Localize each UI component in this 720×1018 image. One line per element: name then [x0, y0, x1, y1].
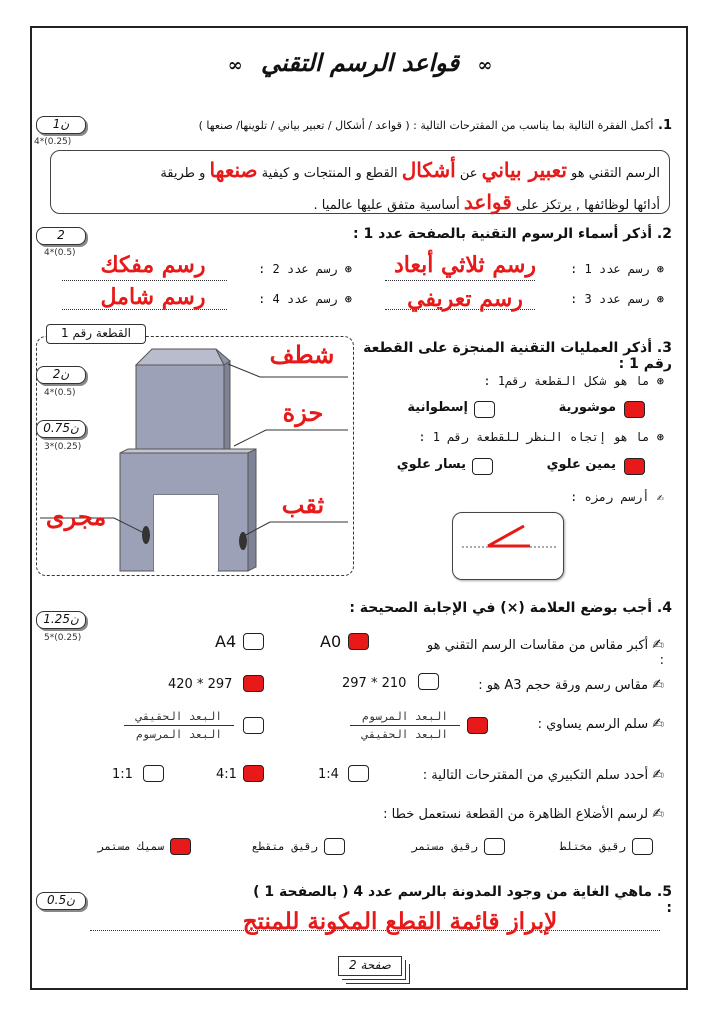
checkbox-1-1[interactable] — [143, 765, 164, 782]
q1-question — [92, 118, 672, 133]
q3-mark-a-detail: 4*(0.5) — [44, 388, 76, 398]
label-1-1: 1:1 — [112, 767, 133, 782]
fraction-a-denominator: البعد الحقيقي — [361, 728, 449, 741]
checkbox-cylindrical[interactable] — [474, 401, 495, 418]
q2-item-2-label: ⊛ رسم عدد 2 : — [258, 262, 352, 276]
title-ornament-left: ∞ — [227, 55, 243, 76]
label-thick-continuous: سميك مستمر — [97, 840, 164, 853]
title-ornament-right: ∞ — [477, 55, 493, 76]
q3-shape-question: ⊛ ما هو شكل القطعة رقم1 : — [483, 374, 664, 388]
label-right-top: يمين علوي — [546, 457, 616, 472]
q1-text-1c: القطع و المنتجات و كيفية — [261, 166, 398, 181]
symbol-stroke-diagonal — [488, 526, 524, 546]
q4-question — [332, 600, 672, 616]
q1-answer-3: صنعها — [209, 158, 258, 182]
fraction-b-numerator: البعد الحقيقي — [124, 710, 234, 726]
q1-prompt: أكمل الفقرة التالية بما يناسب من المقترحات التالية : ( قواعد / أشكال / تعبير بياني / تلوينها/ صنعها ) — [198, 119, 654, 132]
label-a0: A0 — [320, 632, 342, 651]
callout-leader-chamfer — [228, 364, 260, 377]
q5-mark: 0.5ن — [36, 892, 86, 910]
q3-question — [362, 340, 672, 372]
checkbox-a0[interactable] — [348, 633, 369, 650]
title-text: قواعد الرسم التقني — [260, 48, 460, 77]
q2-item-1-answer: رسم ثلاثي أبعاد — [393, 252, 537, 278]
q4-mark-detail: 5*(0.25) — [44, 633, 82, 643]
q5-answer: لإبراز قائمة القطع المكونة للمنتج — [242, 908, 558, 935]
checkbox-420x297[interactable] — [243, 675, 264, 692]
q5-prompt: ماهي الغاية من وجود المدونة بالرسم عدد 4 ( بالصفحة 1 ) : — [253, 884, 672, 916]
fraction-scale-b — [124, 710, 234, 741]
callout-leader-slot — [114, 518, 150, 536]
q2-item-2-answer: رسم مفكك — [100, 252, 206, 278]
q2-mark: 2 — [36, 227, 86, 245]
q1-text-1d: و طريقة — [160, 166, 206, 181]
label-thin-continuous: رقيق مستمر — [411, 840, 478, 853]
q4-r1-question: ✍ أكبر مقاس من مقاسات الرسم التقني هو : — [426, 637, 664, 668]
q2-number: 2. — [656, 226, 672, 242]
label-420x297: 420 * 297 — [168, 677, 233, 692]
checkbox-scale-a[interactable] — [467, 717, 488, 734]
q1-text-1a: الرسم التقني هو — [571, 166, 660, 181]
q3-mark-b-detail: 3*(0.25) — [44, 442, 82, 452]
callout-leader-groove — [234, 430, 266, 446]
q4-r4-question: ✍ أحدد سلم التكبيري من المقترحات التالية : — [422, 767, 664, 783]
q4-r2-question: ✍ مقاس رسم ورقة حجم A3 هو : — [478, 677, 664, 693]
q2-mark-detail: 4*(0.5) — [44, 248, 76, 258]
q2-question — [172, 226, 672, 242]
q2-item-3-label: ⊛ رسم عدد 3 : — [570, 292, 664, 306]
fraction-a-numerator: البعد المرسوم — [350, 710, 460, 726]
checkbox-thin-dashed[interactable] — [324, 838, 345, 855]
q1-number: 1. — [658, 118, 672, 133]
checkbox-prismatic[interactable] — [624, 401, 645, 418]
view-symbol — [452, 512, 564, 580]
q1-answer-2: أشكال — [401, 158, 456, 182]
label-prismatic: موشورية — [558, 400, 616, 415]
label-cylindrical: إسطوانية — [407, 400, 468, 415]
q2-dots-1 — [385, 280, 535, 281]
q4-r5-question: ✍ لرسم الأضلاع الظاهرة من القطعة نستعمل خطا : — [383, 806, 664, 822]
label-1-4: 1:4 — [318, 767, 339, 782]
q2-item-1-label: ⊛ رسم عدد 1 : — [570, 262, 664, 276]
checkbox-left-top[interactable] — [472, 458, 493, 475]
checkbox-thin-mixed[interactable] — [632, 838, 653, 855]
q1-answer-1: تعبير بياني — [481, 158, 567, 182]
q4-mark: 1.25ن — [36, 611, 86, 629]
q1-text-1b: عن — [459, 166, 478, 181]
q1-line-2 — [60, 188, 660, 220]
q1-mark-detail: 4*(0.25) — [34, 137, 72, 147]
q2-item-4-label: ⊛ رسم عدد 4 : — [258, 292, 352, 306]
checkbox-right-top[interactable] — [624, 458, 645, 475]
page-title — [0, 48, 720, 77]
q3-number: 3. — [656, 340, 672, 356]
q4-r3-question: ✍ سلم الرسم يساوي : — [537, 716, 664, 732]
checkbox-thick-continuous[interactable] — [170, 838, 191, 855]
q2-item-3-answer: رسم تعريفي — [407, 286, 523, 312]
q3-prompt: أذكر العمليات التقنية المنجزة على القطعة رقم 1 : — [363, 340, 672, 372]
callout-groove: حزة — [282, 398, 324, 427]
q1-text-2a: أدائها لوظائفها , يرتكز على — [515, 198, 660, 213]
checkbox-a4[interactable] — [243, 633, 264, 650]
q1-paragraph — [60, 156, 660, 220]
q2-dots-2 — [62, 280, 227, 281]
q3-symbol-prompt: ✍ أرسم رمزه : — [570, 490, 664, 504]
q1-line-1 — [60, 156, 660, 188]
q2-item-4-answer: رسم شامل — [100, 284, 206, 310]
label-4-1: 4:1 — [216, 767, 237, 782]
page-number: صفحة 2 — [338, 956, 402, 976]
q4-number: 4. — [656, 600, 672, 616]
label-left-top: يسار علوي — [396, 457, 466, 472]
callout-hole: ثقب — [281, 490, 325, 519]
checkbox-297x210[interactable] — [418, 673, 439, 690]
q1-answer-4: قواعد — [463, 190, 512, 214]
callout-slot: مجرى — [45, 502, 107, 531]
q3-view-question: ⊛ ما هو إتجاه النظر للقطعة رقم 1 : — [418, 430, 664, 444]
label-thin-mixed: رقيق مختلط — [559, 840, 626, 853]
q3-mark-a: 2ن — [36, 366, 86, 384]
fraction-b-denominator: البعد المرسوم — [135, 728, 223, 741]
callout-leader-hole — [244, 522, 270, 536]
q3-mark-b: 0.75ن — [36, 420, 86, 438]
label-a4: A4 — [215, 632, 237, 651]
q2-prompt: أذكر أسماء الرسوم التقنية بالصفحة عدد 1 : — [352, 226, 653, 242]
fraction-scale-a — [350, 710, 460, 741]
checkbox-scale-b[interactable] — [243, 717, 264, 734]
checkbox-4-1[interactable] — [243, 765, 264, 782]
label-thin-dashed: رقيق متقطع — [251, 840, 318, 853]
checkbox-1-4[interactable] — [348, 765, 369, 782]
q1-text-2b: أساسية متفق عليها عالميا . — [313, 198, 460, 213]
q1-mark: 1ن — [36, 116, 86, 134]
q3-figure-label: القطعة رقم 1 — [46, 324, 146, 344]
q5-number: 5. — [656, 884, 672, 900]
checkbox-thin-continuous[interactable] — [484, 838, 505, 855]
label-297x210: 297 * 210 — [342, 676, 407, 691]
callout-chamfer: شطف — [269, 340, 335, 369]
q4-prompt: أجب بوضع العلامة (×) في الإجابة الصحيحة : — [349, 600, 653, 616]
